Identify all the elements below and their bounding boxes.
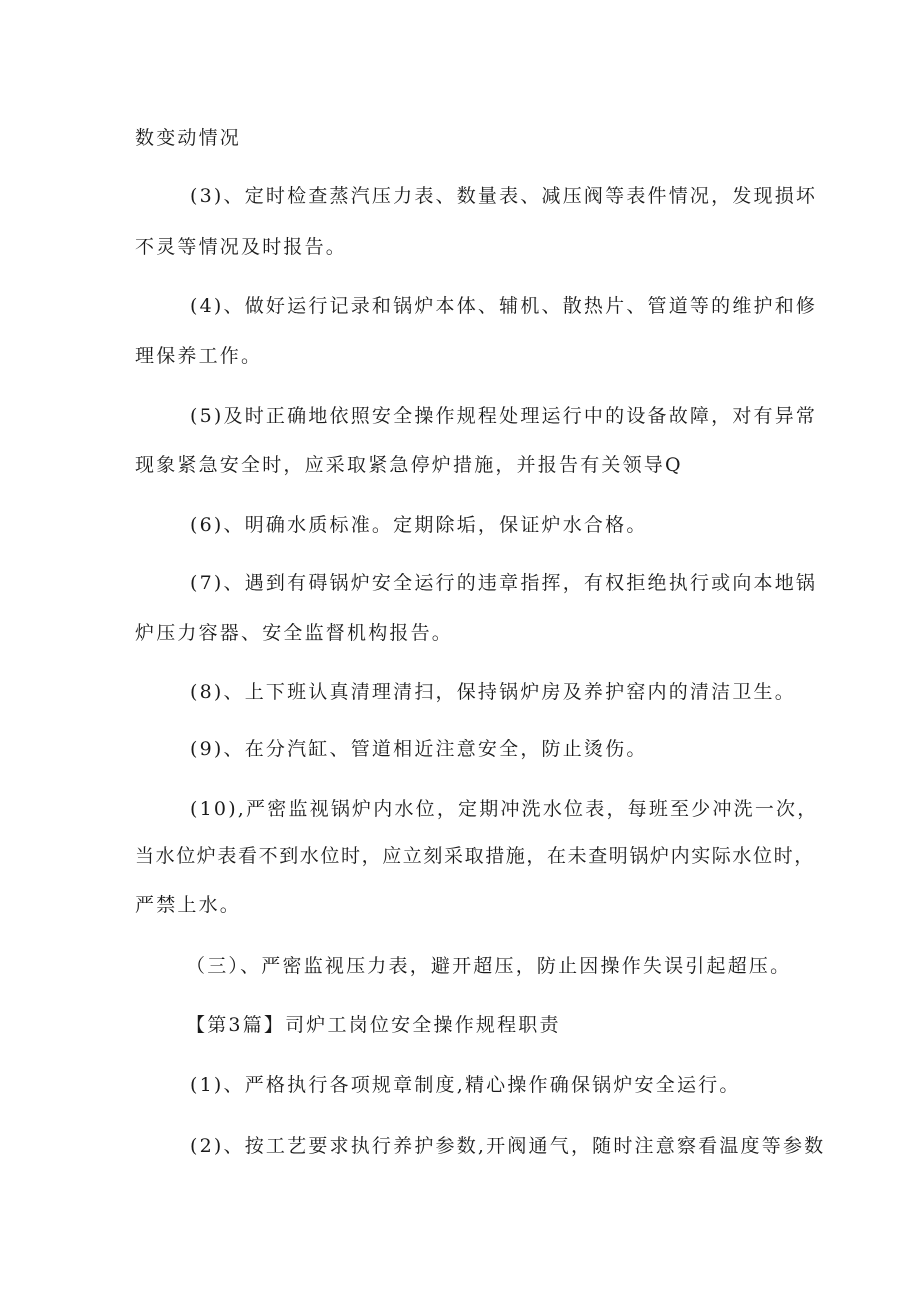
text-line: (6)、明确水质标准。定期除垢，保证炉水合格。 <box>190 514 648 536</box>
text-line: (8)、上下班认真清理清扫，保持锅炉房及养护窑内的清洁卫生。 <box>190 681 796 703</box>
text-line: (10),严密监视锅炉内水位，定期冲洗水位表，每班至少冲洗一次， <box>190 798 819 820</box>
text-line: （三）、严密监视压力表，避开超压，防止因操作失误引起超压。 <box>186 955 792 977</box>
text-line: (9)、在分汽缸、管道相近注意安全，防止烫伤。 <box>190 738 648 760</box>
text-line: 现象紧急安全时，应采取紧急停炉措施，并报告有关领导Q <box>135 454 683 476</box>
text-line: (5)及时正确地依照安全操作规程处理运行中的设备故障，对有异常 <box>190 405 818 427</box>
text-line: (7)、遇到有碍锅炉安全运行的违章指挥，有权拒绝执行或向本地锅 <box>190 572 818 594</box>
text-line: 理保养工作。 <box>135 345 263 367</box>
text-line: 严禁上水。 <box>135 894 242 916</box>
text-line: (2)、按工艺要求执行养护参数,开阀通气，随时注意察看温度等参数 <box>190 1135 826 1157</box>
text-line: (3)、定时检查蒸汽压力表、数量表、减压阀等表件情况，发现损坏 <box>190 185 818 207</box>
text-line: (1)、严格执行各项规章制度,精心操作确保锅炉安全运行。 <box>190 1074 741 1096</box>
text-line: (4)、做好运行记录和锅炉本体、辅机、散热片、管道等的维护和修 <box>190 295 818 317</box>
text-line: 当水位炉表看不到水位时，应立刻采取措施，在未查明锅炉内实际水位时， <box>135 845 815 867</box>
text-line: 数变动情况 <box>135 127 242 149</box>
text-line: 不灵等情况及时报告。 <box>135 236 348 258</box>
text-line: 炉压力容器、安全监督机构报告。 <box>135 622 454 644</box>
section-heading: 【第3篇】司炉工岗位安全操作规程职责 <box>186 1014 561 1036</box>
